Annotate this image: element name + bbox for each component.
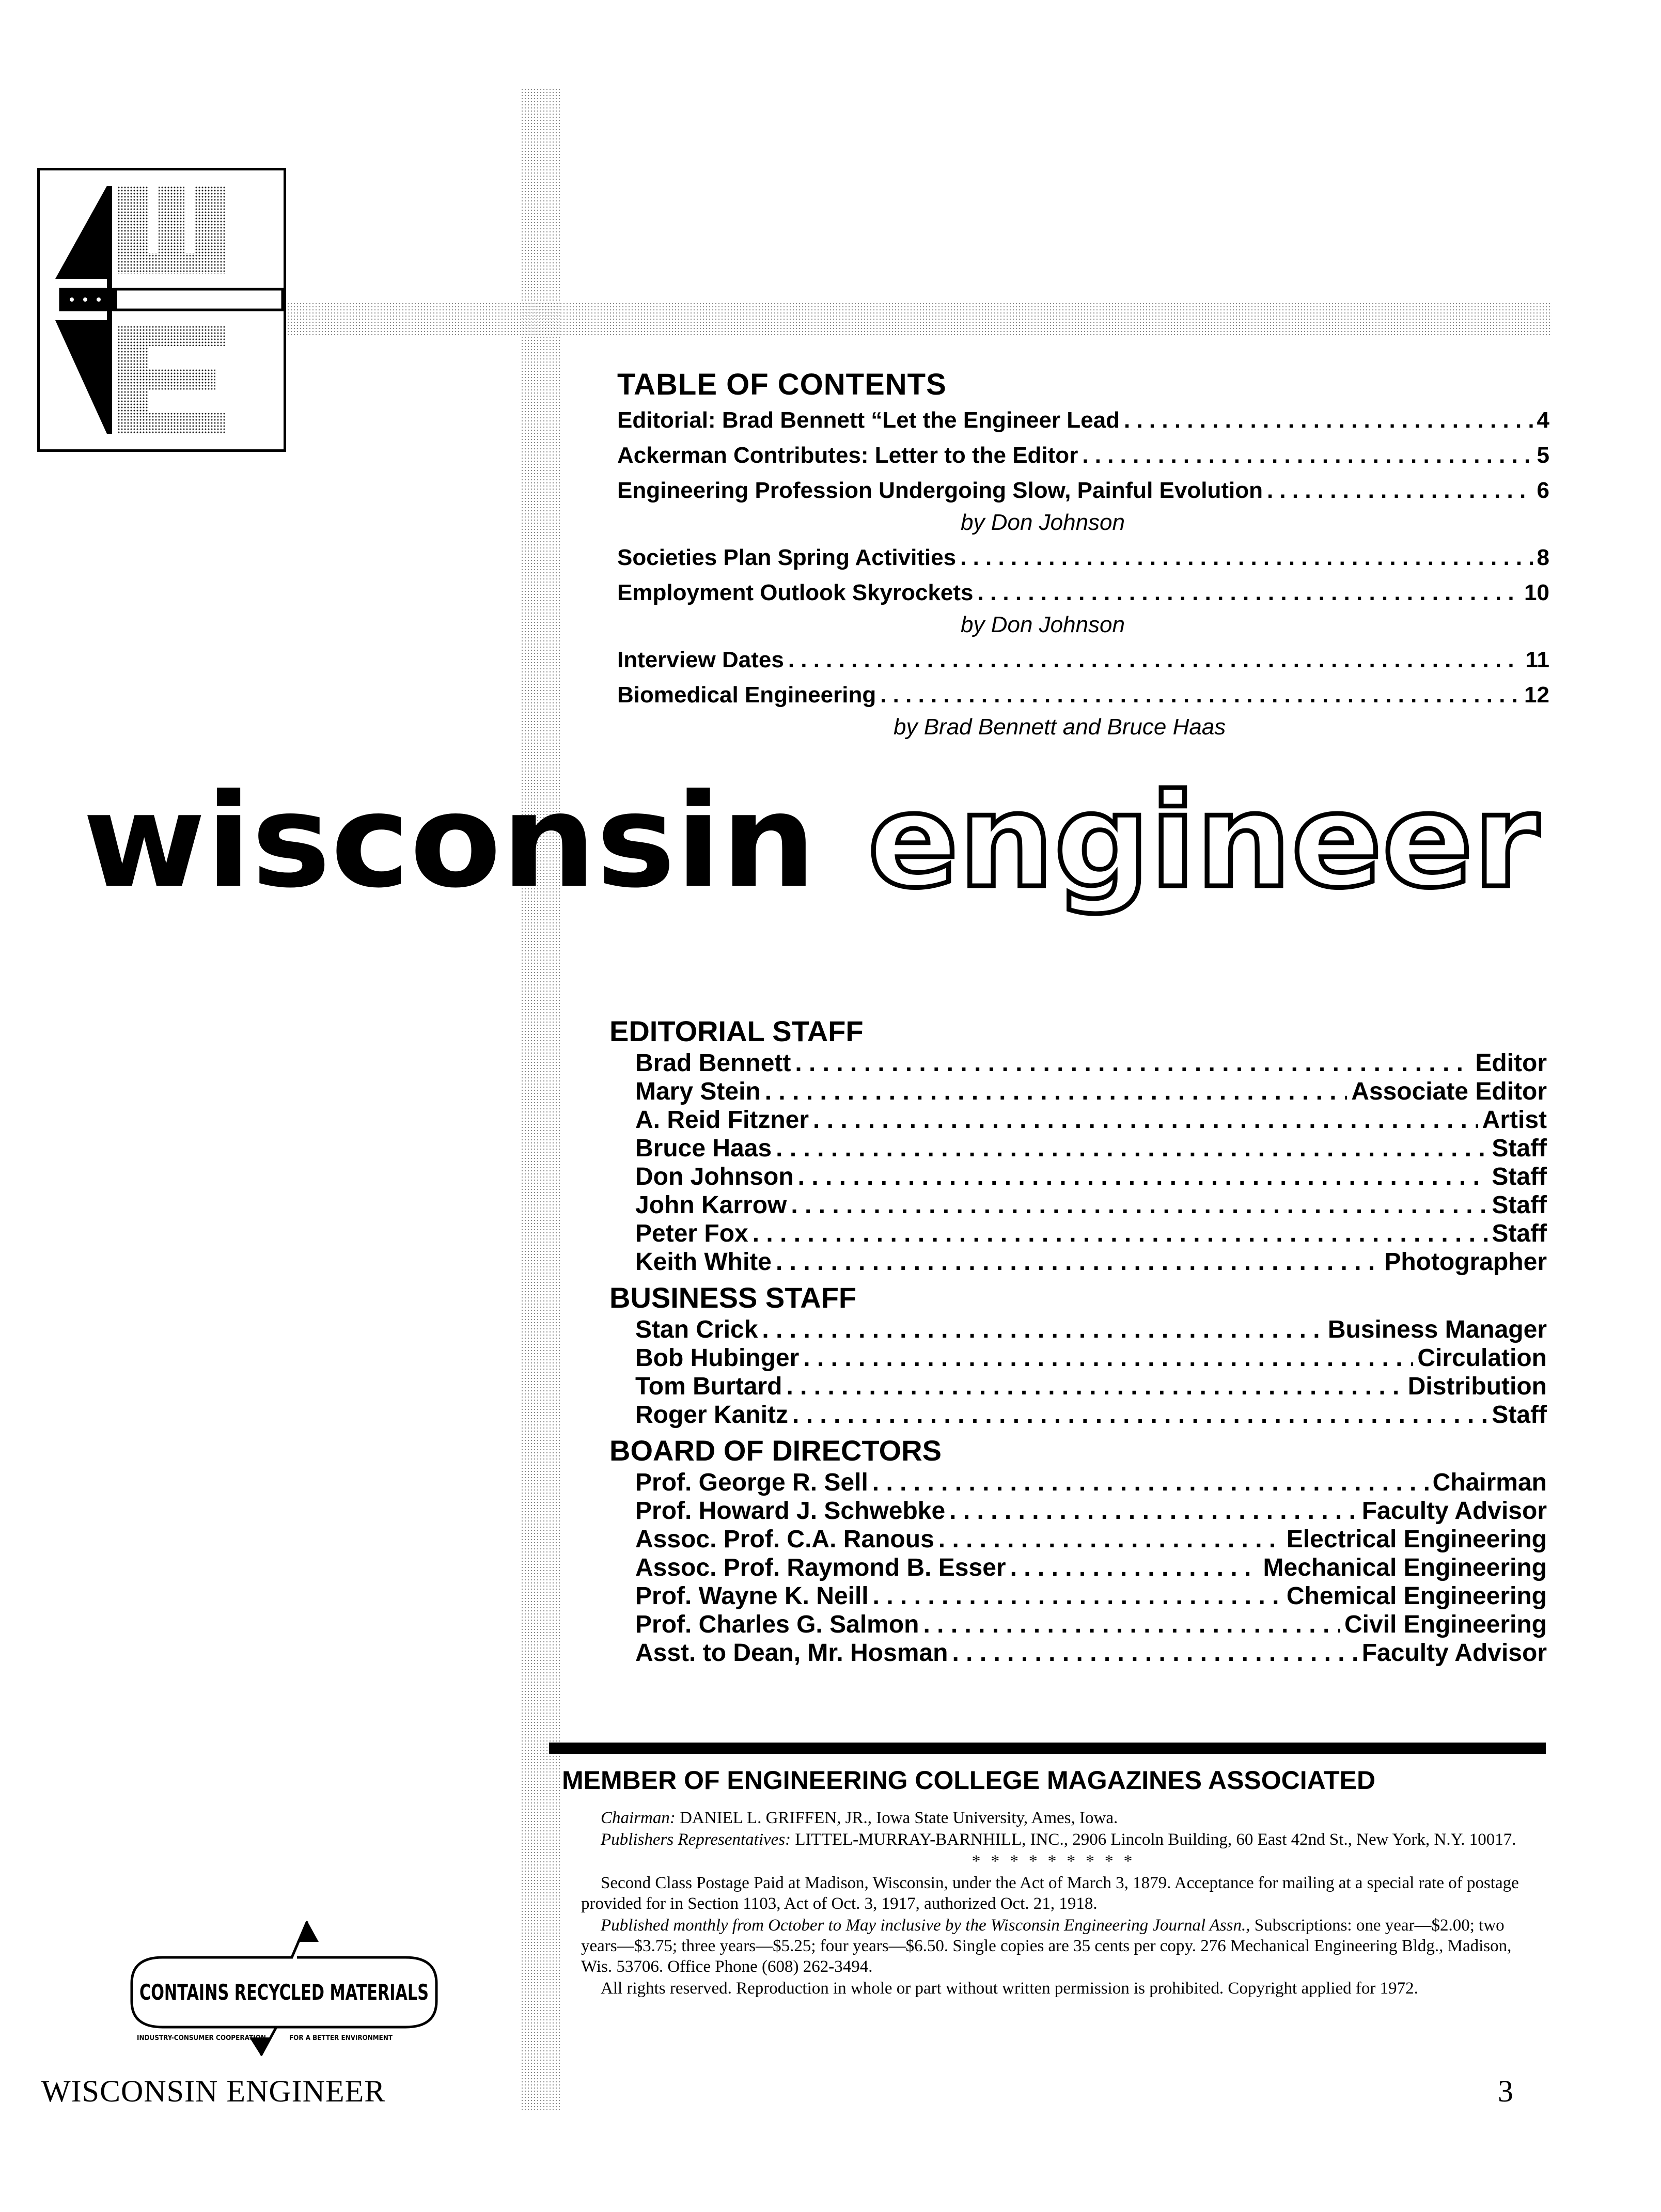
- staff-row: [609, 1077, 1547, 1106]
- staff-role: Chemical Engineering: [1286, 1582, 1547, 1610]
- staff-row: [609, 1525, 1547, 1554]
- staff-name: Don Johnson: [635, 1163, 794, 1190]
- staff-row: [609, 1610, 1547, 1639]
- toc-entry: Biomedical Engineering . . . 12: [617, 678, 1549, 713]
- recycle-right-text: FOR A BETTER ENVIRONMENT: [289, 2034, 393, 2042]
- staff-role: Associate Editor: [1351, 1078, 1547, 1105]
- member-info: Chairman: DANIEL L. GRIFFEN, JR., Iowa State University, Ames, Iowa. Publishers Representatives: LITTEL-MURRAY-BARNHILL, INC., 2906 Lincoln Building, 60 East 42nd St., New York, N.Y. 10017. * * * * * * * * * Second Class Postage Paid at Madison, Wisconsin, under the Act of March 3, 1879. Acceptance for mailing at a special rate of postage provided for in Section 1103, Act of Oct. 3, 1917, authorized Oct. 21, 1918. Published monthly from October to May inclusive by the Wisconsin Engineering Journal Assn., Subscriptions: one year—$2.00; two years—$3.75; three years—$5.25; four years—$6.50. Single copies are 35 cents per copy. 276 Mechanical Engineering Bldg., Madison, Wis. 53706. Office Phone (608) 262-3494. All rights reserved. Reproduction in whole or part without written permission is prohibited. Copyright applied for 1972.: [581, 1808, 1526, 2000]
- staff-name: Roger Kanitz: [635, 1401, 789, 1429]
- table-of-contents: [617, 367, 1549, 742]
- vertical-dotted-bar: [521, 88, 560, 2110]
- staff-name: Tom Burtard: [635, 1373, 782, 1400]
- toc-entry: Societies Plan Spring Activities . . . 8: [617, 540, 1549, 575]
- staff-row: [609, 1497, 1547, 1525]
- member-title: MEMBER OF ENGINEERING COLLEGE MAGAZINES ASSOCIATED: [562, 1766, 1376, 1795]
- toc-entry: Editorial: Brad Bennett “Let the Engineer Lead . . . 4: [617, 403, 1549, 438]
- recycle-left-text: INDUSTRY-CONSUMER COOPERATION: [137, 2034, 266, 2042]
- business-staff-heading: BUSINESS STAFF: [609, 1281, 857, 1314]
- masthead-word-wisconsin: wisconsin: [83, 782, 816, 916]
- staff-row: [609, 1106, 1547, 1134]
- footer-page-number: 3: [1498, 2074, 1513, 2108]
- toc-entry: Ackerman Contributes: Letter to the Editor . . . 5: [617, 438, 1549, 473]
- toc-entry: Engineering Profession Undergoing Slow, Painful Evolution . . . 6: [617, 473, 1549, 508]
- staff-role: Editor: [1475, 1049, 1547, 1077]
- staff-role: Electrical Engineering: [1286, 1526, 1547, 1553]
- staff-name: Prof. Wayne K. Neill: [635, 1582, 869, 1610]
- arrow-up-icon: [297, 1921, 319, 1942]
- staff-name: A. Reid Fitzner: [635, 1106, 809, 1134]
- staff-row: [609, 1315, 1547, 1344]
- masthead: [83, 782, 1580, 968]
- staff-role: Distribution: [1407, 1373, 1547, 1400]
- staff-role: Chairman: [1432, 1469, 1547, 1496]
- staff-name: Brad Bennett: [635, 1049, 791, 1077]
- staff-name: John Karrow: [635, 1191, 787, 1219]
- toc-byline: by Don Johnson: [961, 612, 1125, 637]
- staff-row: [609, 1248, 1547, 1276]
- staff-name: Prof. Howard J. Schwebke: [635, 1497, 946, 1525]
- we-logo: [37, 168, 286, 452]
- rights-notice: All rights reserved. Reproduction in whole or part without written permission is prohibited. Copyright applied for 1972.: [601, 1979, 1418, 1998]
- masthead-word-engineer: engineer: [868, 782, 1539, 916]
- stars-separator: * * * * * * * * *: [971, 1852, 1136, 1871]
- staff-name: Asst. to Dean, Mr. Hosman: [635, 1639, 948, 1667]
- staff-role: Business Manager: [1327, 1316, 1547, 1343]
- staff-row: [609, 1344, 1547, 1372]
- staff-row: [609, 1163, 1547, 1191]
- staff-name: Mary Stein: [635, 1078, 761, 1105]
- staff-role: Photographer: [1384, 1248, 1547, 1276]
- staff-name: Bruce Haas: [635, 1135, 772, 1162]
- member-divider-rule: [549, 1743, 1546, 1754]
- staff-name: Assoc. Prof. Raymond B. Esser: [635, 1554, 1006, 1581]
- toc-byline: by Brad Bennett and Bruce Haas: [894, 714, 1226, 740]
- recycled-materials-badge: [116, 1911, 447, 2066]
- staff-role: Staff: [1492, 1135, 1547, 1162]
- staff-role: Civil Engineering: [1344, 1611, 1547, 1638]
- postage-notice: Second Class Postage Paid at Madison, Wisconsin, under the Act of March 3, 1879. Acceptance for mailing at a special rate of postage provided for in Section 1103, Act of Oct. 3, 1917, authorized Oct. 21, 1918.: [581, 1874, 1519, 1913]
- staff-role: Circulation: [1417, 1344, 1547, 1372]
- staff-role: Mechanical Engineering: [1263, 1554, 1547, 1581]
- staff-row: [609, 1049, 1547, 1077]
- editorial-staff-heading: EDITORIAL STAFF: [609, 1015, 864, 1047]
- staff-role: Staff: [1492, 1220, 1547, 1247]
- staff-name: Prof. George R. Sell: [635, 1469, 868, 1496]
- staff-role: Faculty Advisor: [1361, 1497, 1547, 1525]
- staff-row: [609, 1554, 1547, 1582]
- toc-byline: by Don Johnson: [961, 510, 1125, 535]
- staff-role: Staff: [1492, 1163, 1547, 1190]
- staff-name: Stan Crick: [635, 1316, 758, 1343]
- staff-row: [609, 1219, 1547, 1248]
- staff-name: Bob Hubinger: [635, 1344, 800, 1372]
- staff-row: [609, 1134, 1547, 1163]
- staff-listing: [609, 1010, 1547, 1667]
- staff-role: Staff: [1492, 1401, 1547, 1429]
- staff-role: Artist: [1482, 1106, 1547, 1134]
- horizontal-dotted-bar: [287, 302, 1552, 335]
- staff-role: Faculty Advisor: [1361, 1639, 1547, 1667]
- toc-title: TABLE OF CONTENTS: [617, 368, 947, 401]
- toc-entry: Interview Dates . . . 11: [617, 642, 1549, 678]
- staff-row: [609, 1401, 1547, 1429]
- toc-entry: Employment Outlook Skyrockets . . . 10: [617, 575, 1549, 610]
- staff-row: [609, 1468, 1547, 1497]
- staff-name: Keith White: [635, 1248, 772, 1276]
- staff-row: [609, 1582, 1547, 1610]
- footer-publication-name: WISCONSIN ENGINEER: [41, 2074, 386, 2108]
- staff-name: Assoc. Prof. C.A. Ranous: [635, 1526, 934, 1553]
- we-logo-graphic: [40, 170, 284, 449]
- staff-name: Peter Fox: [635, 1220, 748, 1247]
- staff-row: [609, 1191, 1547, 1219]
- staff-row: [609, 1372, 1547, 1401]
- recycle-main-text: CONTAINS RECYCLED MATERIALS: [139, 1980, 429, 2005]
- staff-role: Staff: [1492, 1191, 1547, 1219]
- board-heading: BOARD OF DIRECTORS: [609, 1434, 942, 1467]
- staff-name: Prof. Charles G. Salmon: [635, 1611, 919, 1638]
- staff-row: [609, 1639, 1547, 1667]
